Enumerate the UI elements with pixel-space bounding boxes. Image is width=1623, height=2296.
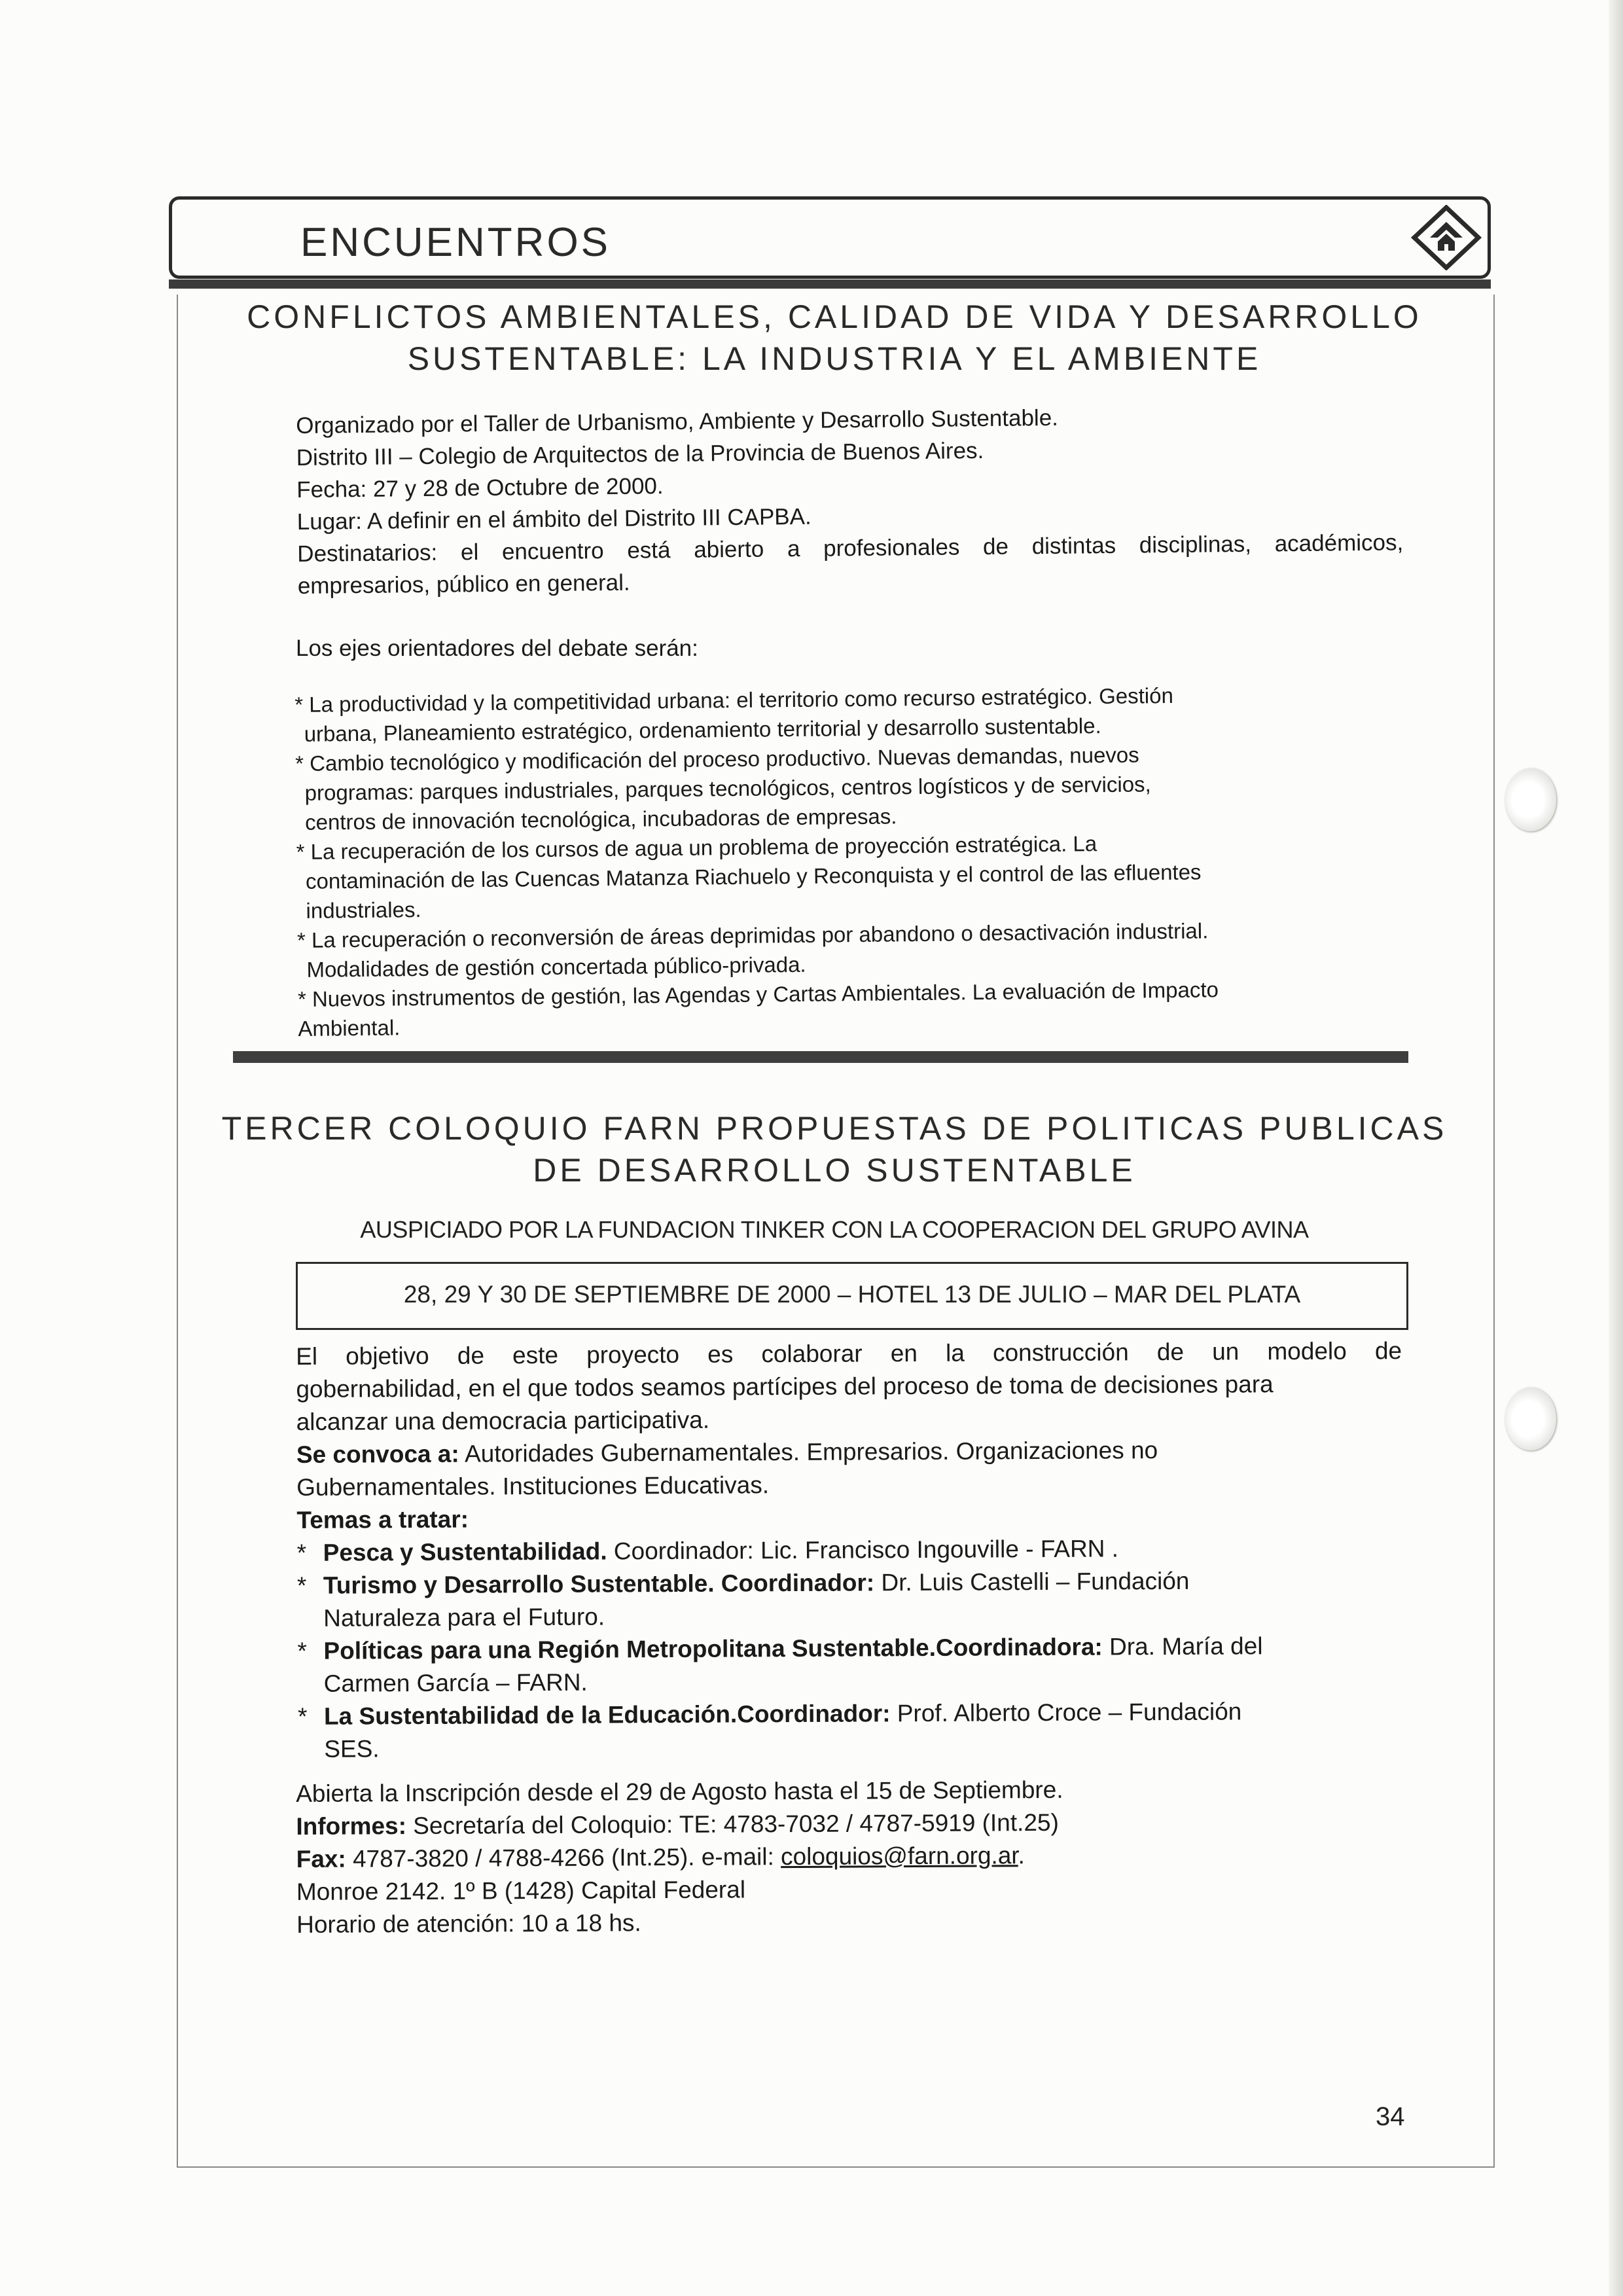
eje-line: * La productividad y la competitividad urbana: el territorio como recurso estratégico. Gestión: [294, 683, 1174, 717]
word: de: [1374, 1337, 1402, 1365]
tema-coordinator-cont: SES.: [324, 1735, 380, 1763]
section-header: [169, 196, 1491, 279]
objetivo-line: gobernabilidad, en el que todos seamos partícipes del proceso de toma de decisiones para: [296, 1371, 1274, 1403]
word: a: [787, 535, 800, 562]
section1-organizer-info: [296, 398, 1404, 602]
word: El: [296, 1342, 318, 1370]
binder-hole: [1505, 768, 1556, 831]
org-line: Lugar: A definir en el ámbito del Distrito III CAPBA.: [296, 503, 812, 535]
tema-coordinator: Dr. Luis Castelli – Fundación: [874, 1567, 1190, 1596]
tema-coordinator: Coordinador: Lic. Francisco Ingouville - FARN .: [607, 1535, 1119, 1565]
tema-title: Pesca y Sustentabilidad.: [323, 1537, 607, 1566]
horario-line: Horario de atención: 10 a 18 hs.: [296, 1909, 641, 1938]
event-dates-box: [296, 1262, 1408, 1330]
eje-line: programas: parques industriales, parques tecnológicos, centros logísticos y de servicios,: [304, 772, 1151, 805]
section2-title-line: DE DESARROLLO SUSTENTABLE: [533, 1152, 1136, 1189]
word: un: [1212, 1338, 1240, 1365]
page-edge-shadow: [1609, 0, 1623, 2296]
tema-item: [297, 1564, 1404, 1635]
bullet-star-icon: *: [297, 1702, 308, 1730]
tema-title: Políticas para una Región Metropolitana Sustentable.Coordinadora:: [323, 1633, 1103, 1664]
word: la: [945, 1339, 965, 1367]
eje-line: * La recuperación o reconversión de áreas deprimidas por abandono o desactivación industrial.: [296, 918, 1209, 952]
convoca-label: Se convoca a:: [296, 1440, 459, 1468]
word: disciplinas,: [1139, 531, 1252, 558]
bullet-star-icon: *: [297, 1637, 307, 1664]
address-line: Monroe 2142. 1º B (1428) Capital Federal: [296, 1876, 746, 1905]
temas-list: [297, 1531, 1404, 1766]
section1-ejes-list: [294, 680, 1219, 1043]
page-frame-right: [1493, 295, 1495, 2166]
word: profesionales: [823, 534, 960, 562]
word: de: [457, 1342, 485, 1369]
tema-coordinator: Dra. María del: [1102, 1632, 1263, 1660]
org-line: Organizado por el Taller de Urbanismo, Ambiente y Desarrollo Sustentable.: [296, 404, 1059, 439]
word: está: [627, 537, 671, 564]
org-line: Distrito III – Colegio de Arquitectos de la Provincia de Buenos Aires.: [296, 437, 984, 471]
word: construcción: [992, 1338, 1129, 1367]
inscripcion-line: Abierta la Inscripción desde el 29 de Agosto hasta el 15 de Septiembre.: [296, 1776, 1063, 1807]
word: de: [1156, 1338, 1185, 1366]
tema-coordinator-cont: Naturaleza para el Futuro.: [323, 1603, 605, 1632]
bullet-star-icon: *: [296, 1539, 307, 1566]
word: de: [982, 533, 1009, 560]
section2-title-line: TERCER COLOQUIO FARN PROPUESTAS DE POLITICAS PUBLICAS: [221, 1110, 1448, 1147]
page-frame-left: [177, 295, 178, 2168]
objetivo-line: [296, 1335, 1402, 1373]
event-dates: 28, 29 Y 30 DE SEPTIEMBRE DE 2000 – HOTEL 13 DE JULIO – MAR DEL PLATA: [403, 1281, 1301, 1308]
word: modelo: [1267, 1337, 1347, 1365]
tema-item: [297, 1531, 1403, 1570]
tema-item: [298, 1695, 1404, 1766]
fax-line: [296, 1839, 1064, 1876]
informes-text: Secretaría del Coloquio: TE: 4783-7032 / 4787-5919 (Int.25): [406, 1808, 1059, 1840]
page-frame-bottom: [177, 2166, 1495, 2168]
header-title: ENCUENTROS: [300, 220, 611, 265]
fax-label: Fax:: [296, 1845, 346, 1873]
eje-line: * La recuperación de los cursos de agua un problema de proyección estratégica. La: [296, 831, 1097, 864]
email-suffix: .: [1018, 1842, 1026, 1869]
sponsor-line: AUSPICIADO POR LA FUNDACION TINKER CON LA COOPERACION DEL GRUPO AVINA: [360, 1216, 1309, 1243]
tema-title: La Sustentabilidad de la Educación.Coordinador:: [323, 1700, 891, 1730]
section1-title-line: SUSTENTABLE: LA INDUSTRIA Y EL AMBIENTE: [407, 340, 1262, 377]
word: proyecto: [586, 1340, 680, 1369]
emblem-icon: [1410, 205, 1482, 270]
eje-line: * Nuevos instrumentos de gestión, las Agendas y Cartas Ambientales. La evaluación de Impacto: [297, 977, 1219, 1011]
word: es: [707, 1340, 734, 1368]
section1-title-line: CONFLICTOS AMBIENTALES, CALIDAD DE VIDA Y DESARROLLO: [247, 298, 1422, 335]
section1-title: [183, 296, 1486, 380]
convoca-line: Gubernamentales. Instituciones Educativas.: [296, 1471, 770, 1501]
bullet-star-icon: *: [296, 1571, 307, 1599]
word: en: [890, 1340, 918, 1367]
eje-line: Ambiental.: [298, 1015, 401, 1041]
temas-label: Temas a tratar:: [296, 1505, 469, 1534]
eje-line: centros de innovación tecnológica, incubadoras de empresas.: [304, 804, 897, 834]
tema-coordinator-cont: Carmen García – FARN.: [323, 1668, 588, 1697]
eje-line: industriales.: [306, 897, 421, 923]
binder-hole: [1505, 1388, 1556, 1450]
word: abierto: [694, 536, 764, 563]
eje-line: contaminación de las Cuencas Matanza Riachuelo y Reconquista y el control de las efluentes: [305, 859, 1202, 893]
section-divider: [233, 1051, 1408, 1063]
eje-line: * Cambio tecnológico y modificación del proceso productivo. Nuevas demandas, nuevos: [294, 742, 1139, 776]
tema-item: [297, 1629, 1404, 1700]
fax-text: 4787-3820 / 4788-4266 (Int.25). e-mail:: [346, 1843, 781, 1873]
contact-info: [296, 1774, 1064, 1941]
section1-intro: Los ejes orientadores del debate serán:: [296, 636, 698, 661]
informes-line: [296, 1806, 1063, 1843]
word: objetivo: [346, 1342, 429, 1370]
eje-line: Modalidades de gestión concertada público-privada.: [306, 952, 806, 982]
eje-line: urbana, Planeamiento estratégico, ordenamiento territorial y desarrollo sustentable.: [304, 713, 1101, 746]
word: académicos,: [1274, 529, 1404, 557]
objetivo-line: alcanzar una democracia participativa.: [296, 1406, 710, 1435]
tema-coordinator: Prof. Alberto Croce – Fundación: [890, 1698, 1242, 1727]
word: encuentro: [501, 538, 604, 565]
section2-title: [183, 1107, 1486, 1191]
word: este: [512, 1341, 559, 1369]
tema-title: Turismo y Desarrollo Sustentable. Coordinador:: [323, 1569, 875, 1599]
word: colaborar: [761, 1340, 863, 1368]
word: Destinatarios:: [297, 539, 438, 567]
section2-body: [296, 1335, 1404, 1766]
org-line: empresarios, público en general.: [297, 569, 630, 599]
convoca-line: [296, 1433, 1402, 1471]
informes-label: Informes:: [296, 1812, 407, 1840]
org-line: Fecha: 27 y 28 de Octubre de 2000.: [296, 473, 664, 503]
page-number: 34: [1376, 2102, 1405, 2131]
word: distintas: [1031, 532, 1116, 560]
convoca-text: Autoridades Gubernamentales. Empresarios. Organizaciones no: [464, 1437, 1158, 1467]
email-link[interactable]: coloquios@farn.org.ar: [780, 1842, 1018, 1871]
word: el: [460, 539, 479, 565]
